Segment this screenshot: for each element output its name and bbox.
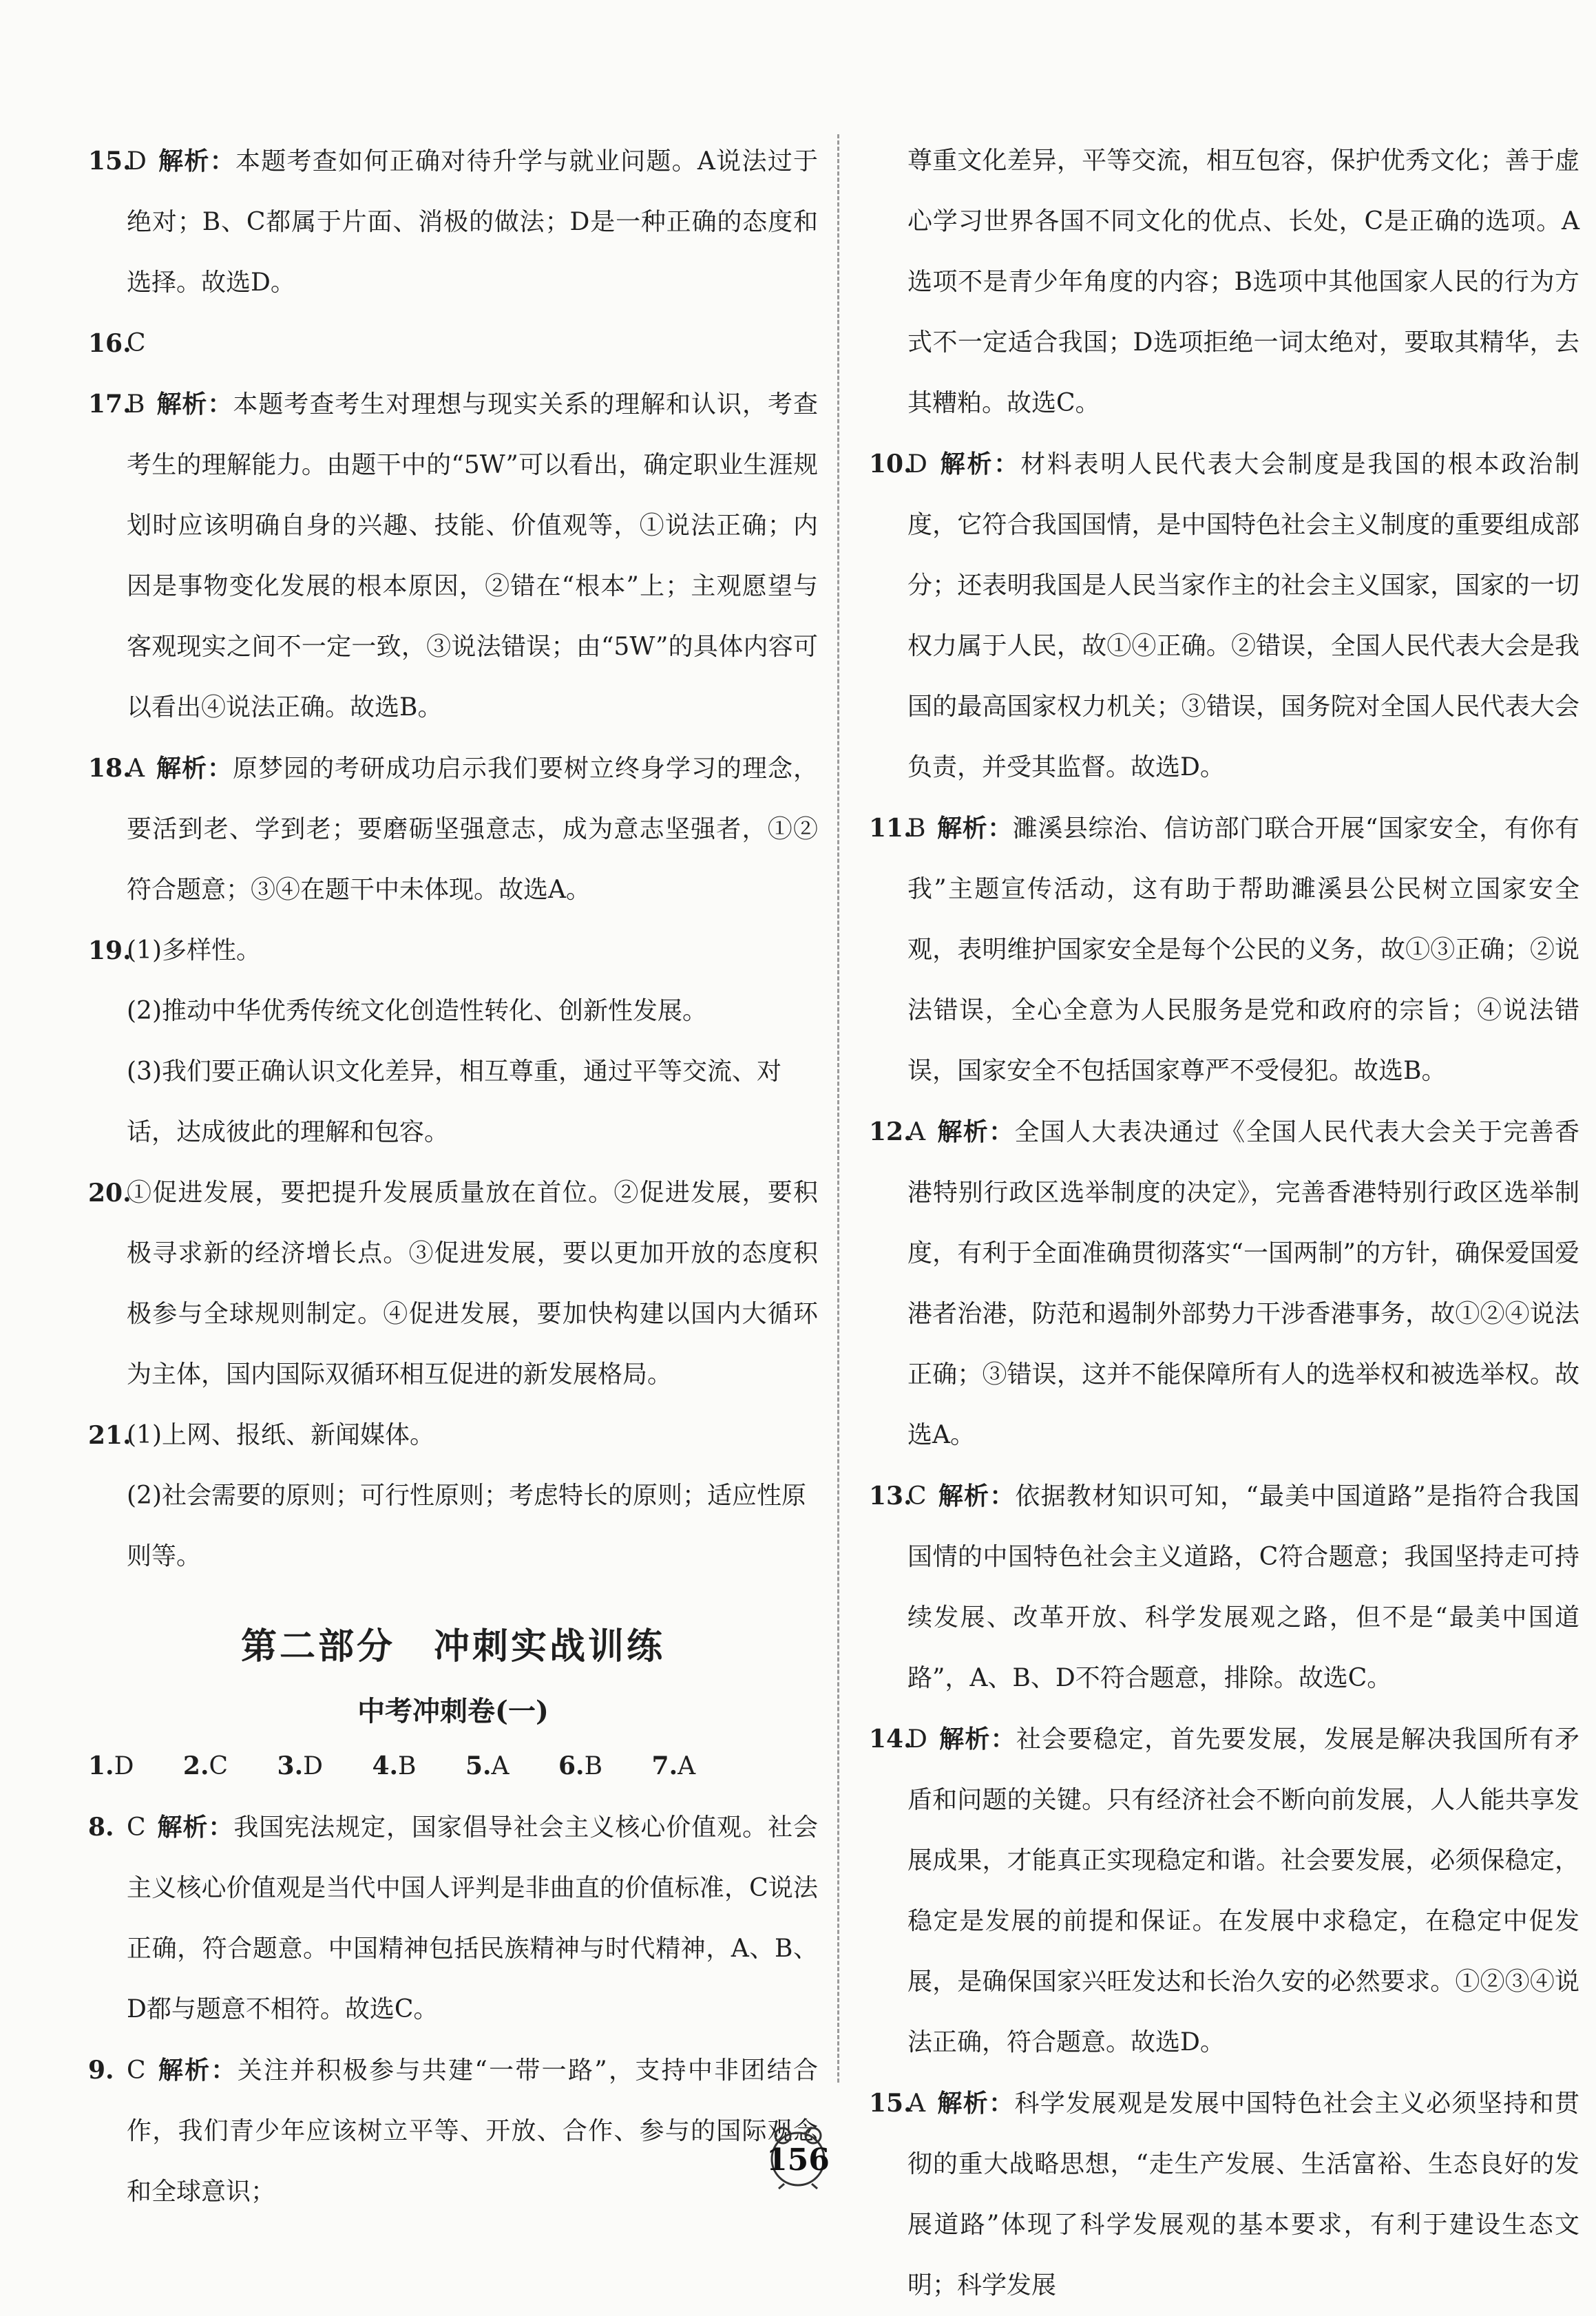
right-column (869, 131, 1579, 2316)
sub-answer: (2)推动中华优秀传统文化创造性转化、创新性发展。 (127, 997, 707, 1025)
answer-item-8 (88, 1797, 818, 2040)
analysis-text: 科学发展观是发展中国特色社会主义必须坚持和贯彻的重大战略思想，“走生产发展、生活富裕、生态良好的发展道路”体现了科学发展观的基本要求，有利于建设生态文明；科学发展 (907, 2089, 1579, 2299)
item-number: 16. (88, 329, 132, 358)
item-number: 10. (869, 450, 912, 478)
analysis-text: 关注并积极参与共建“一带一路”，支持中非团结合作，我们青少年应该树立平等、开放、合作、参与的国际观念和全球意识； (127, 2056, 818, 2206)
item-number: 20. (88, 1179, 132, 1208)
answer-item-21 (88, 1405, 818, 1466)
analysis-label: 解析： (156, 2056, 238, 2085)
analysis-text: 本题考查考生对理想与现实关系的理解和认识，考查考生的理解能力。由题干中的“5W”可以看出，确定职业生涯规划时应该明确自身的兴趣、技能、价值观等，①说法正确；内因是事物变化发展的根本原因，②错在“根本”上；主观愿望与客观现实之间不一定一致，③说法错误；由“5W”的具体内容可以看出④说法正确。故选B。 (127, 390, 818, 722)
answer-item-12 (869, 1102, 1579, 1466)
analysis-text: 濉溪县综治、信访部门联合开展“国家安全，有你有我”主题宣传活动，这有助于帮助濉溪县公民树立国家安全观，表明维护国家安全是每个公民的义务，故①③正确；②说法错误，全心全意为人民服务是党和政府的宗旨；④说法错误，国家安全不包括国家尊严不受侵犯。故选B。 (907, 814, 1579, 1085)
answer-item-17 (88, 374, 818, 738)
page-number-badge (764, 2120, 832, 2189)
column-divider (837, 134, 839, 2083)
mc-answer: 5.A (465, 1751, 510, 1780)
analysis-label: 解析： (937, 1482, 1016, 1510)
analysis-text: 本题考查如何正确对待升学与就业问题。A说法过于绝对；B、C都属于片面、消极的做法；D是一种正确的态度和选择。故选D。 (127, 147, 818, 297)
item-number: 17. (88, 390, 132, 419)
item-answer: D (907, 1725, 927, 1754)
item-answer: A (907, 2089, 925, 2118)
mc-answer: 4.B (372, 1751, 417, 1780)
item-number: 19. (88, 936, 132, 965)
item-number: 15. (869, 2089, 912, 2118)
analysis-label: 解析： (156, 1813, 234, 1842)
analysis-label: 解析： (938, 1725, 1016, 1754)
answer-item-15 (88, 131, 818, 313)
mc-answer: 3.D (277, 1751, 323, 1780)
item-number: 12. (869, 1117, 912, 1146)
item-answer: D (907, 450, 927, 478)
mc-answer: 7.A (651, 1751, 696, 1780)
item-answer: B (127, 390, 145, 419)
analysis-text: 尊重文化差异，平等交流，相互包容，保护优秀文化；善于虚心学习世界各国不同文化的优点、长处，C是正确的选项。A选项不是青少年角度的内容；B选项中其他国家人民的行为方式不一定适合我国；D选项拒绝一词太绝对，要取其精华，去其糟粕。故选C。 (907, 147, 1579, 417)
analysis-text: 原梦园的考研成功启示我们要树立终身学习的理念，要活到老、学到老；要磨砺坚强意志，成为意志坚强者，①②符合题意；③④在题干中未体现。故选A。 (127, 755, 818, 904)
analysis-label: 解析： (156, 754, 233, 783)
item-answer: C (127, 1813, 146, 1842)
answer-item-13 (869, 1466, 1579, 1709)
item-answer: C (127, 329, 146, 357)
item-number: 13. (869, 1482, 912, 1510)
answer-item-11 (869, 798, 1579, 1102)
item-number: 15. (88, 147, 132, 176)
analysis-text: 社会要稳定，首先要发展，发展是解决我国所有矛盾和问题的关键。只有经济社会不断向前发展，人人能共享发展成果，才能真正实现稳定和谐。社会要发展，必须保稳定，稳定是发展的前提和保证。在发展中求稳定，在稳定中促发展，是确保国家兴旺发达和长治久安的必然要求。①②③④说法正确，符合题意。故选D。 (907, 1725, 1579, 2056)
analysis-label: 解析： (938, 450, 1021, 478)
answer-item-19 (88, 920, 818, 981)
sub-answer: (1)上网、报纸、新闻媒体。 (127, 1421, 434, 1449)
mc-answer: 6.B (558, 1751, 603, 1780)
sub-answer: (1)多样性。 (127, 936, 261, 965)
answer-item-9 (88, 2040, 818, 2222)
analysis-label: 解析： (936, 2089, 1015, 2118)
item-number: 21. (88, 1421, 132, 1450)
analysis-text: 材料表明人民代表大会制度是我国的根本政治制度，它符合我国国情，是中国特色社会主义制度的重要组成部分；还表明我国是人民当家作主的社会主义国家，国家的一切权力属于人民，故①④正确。②错误，全国人民代表大会是我国的最高国家权力机关；③错误，国务院对全国人民代表大会负责，并受其监督。故选D。 (907, 450, 1579, 781)
analysis-text: 我国宪法规定，国家倡导社会主义核心价值观。社会主义核心价值观是当代中国人评判是非曲直的价值标准，C说法正确，符合题意。中国精神包括民族精神与时代精神，A、B、D都与题意不相符。故选C。 (127, 1813, 818, 2023)
left-column (88, 131, 818, 2222)
answer-text: ①促进发展，要把提升发展质量放在首位。②促进发展，要积极寻求新的经济增长点。③促进发展，要以更加开放的态度积极参与全球规则制定。④促进发展，要加快构建以国内大循环为主体，国内国际双循环相互促进的新发展格局。 (127, 1179, 818, 1389)
analysis-label: 解析： (157, 147, 235, 176)
item-answer: A (907, 1118, 925, 1146)
item-answer: C (907, 1482, 927, 1510)
answer-item-15b (869, 2073, 1579, 2316)
item-answer: B (907, 814, 926, 843)
item-number: 18. (88, 754, 132, 783)
multiple-choice-answers (88, 1736, 818, 1797)
item-number: 14. (869, 1725, 912, 1754)
analysis-text: 全国人大表决通过《全国人民代表大会关于完善香港特别行政区选举制度的决定》，完善香港特别行政区选举制度，有利于全面准确贯彻落实“一国两制”的方针，确保爱国爱港者治港，防范和遏制外部势力干涉香港事务，故①②④说法正确；③错误，这并不能保障所有人的选举权和被选举权。故选A。 (907, 1118, 1579, 1449)
mc-answer: 2.C (182, 1751, 229, 1780)
item-number: 8. (88, 1813, 114, 1842)
analysis-label: 解析： (936, 1117, 1015, 1146)
answer-item-9-continued (869, 131, 1579, 434)
analysis-label: 解析： (156, 390, 233, 419)
answer-item-10 (869, 434, 1579, 798)
item-answer: D (127, 147, 147, 176)
answer-item-16 (88, 313, 818, 374)
item-number: 11. (869, 814, 912, 843)
paper-title: 中考冲刺卷(一) (357, 1695, 549, 1727)
section-title: 第二部分 冲刺实战训练 (240, 1625, 665, 1667)
item-answer: C (127, 2056, 146, 2085)
answer-item-18 (88, 738, 818, 920)
mc-answer: 1.D (88, 1751, 134, 1780)
answer-item-14 (869, 1709, 1579, 2073)
sub-answer: (2)社会需要的原则；可行性原则；考虑特长的原则；适应性原则等。 (127, 1482, 806, 1570)
item-answer: A (127, 755, 145, 783)
page-number: 156 (766, 2143, 830, 2178)
analysis-text: 依据教材知识可知，“最美中国道路”是指符合我国国情的中国特色社会主义道路，C符合题意；我国坚持走可持续发展、改革开放、科学发展观之路，但不是“最美中国道路”，A、B、D不符合题意，排除。故选C。 (907, 1482, 1579, 1692)
item-number: 9. (88, 2056, 114, 2085)
analysis-label: 解析： (936, 814, 1013, 843)
answer-item-20 (88, 1163, 818, 1405)
sub-answer: (3)我们要正确认识文化差异，相互尊重，通过平等交流、对话，达成彼此的理解和包容。 (127, 1057, 781, 1146)
